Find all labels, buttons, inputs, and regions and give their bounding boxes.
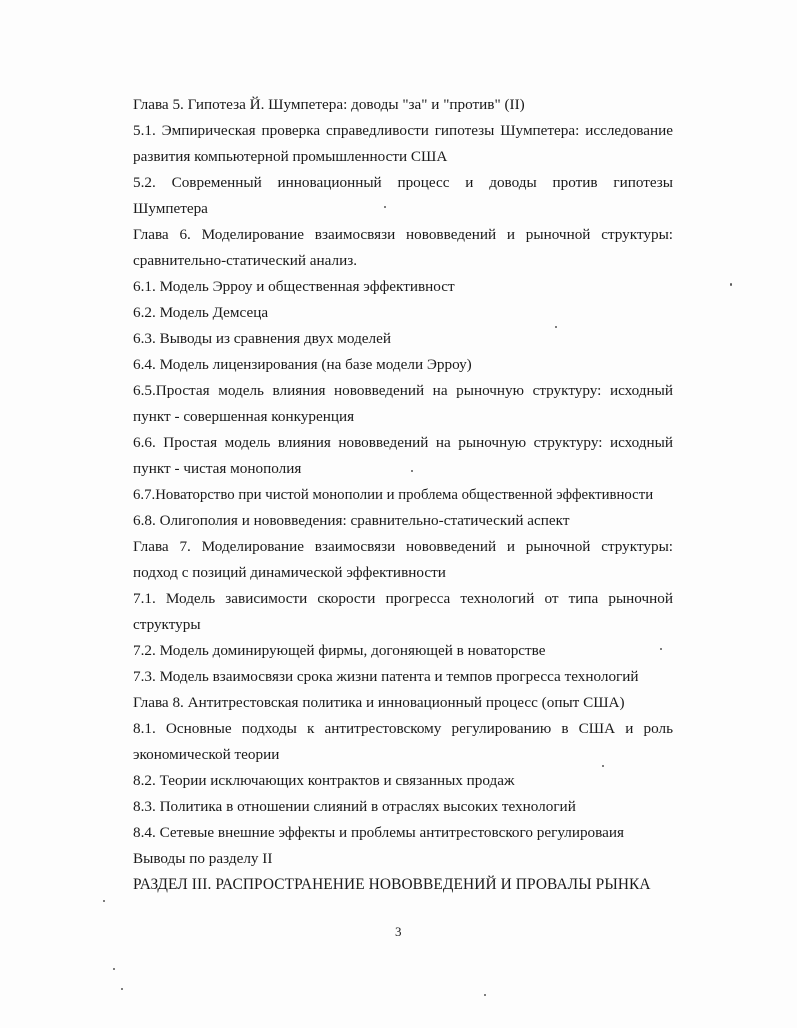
- toc-entry-6-4: 6.4. Модель лицензирования (на базе модели Эрроу): [133, 356, 472, 373]
- toc-entry-5-1: 5.1. Эмпирическая проверка справедливости гипотезы Шумпетера: исследование: [133, 122, 673, 139]
- scan-speck: [384, 206, 386, 208]
- toc-entry-5-1-continued: развития компьютерной промышленности США: [133, 148, 448, 165]
- toc-entry-8-4: 8.4. Сетевые внешние эффекты и проблемы антитрестовского регулироваия: [133, 824, 624, 841]
- scan-speck: [484, 994, 486, 996]
- toc-entry-7-2: 7.2. Модель доминирующей фирмы, догоняющей в новаторстве: [133, 642, 546, 659]
- section-3-heading: РАЗДЕЛ III. РАСПРОСТРАНЕНИЕ НОВОВВЕДЕНИЙ И ПРОВАЛЫ РЫНКА: [133, 876, 651, 893]
- toc-entry-7-1-continued: структуры: [133, 616, 201, 633]
- toc-entry-6-5-continued: пункт - совершенная конкуренция: [133, 408, 355, 425]
- scan-speck: [730, 283, 732, 286]
- toc-entry-5-2-continued: Шумпетера: [133, 200, 208, 217]
- chapter-7-heading: Глава 7. Моделирование взаимосвязи нововведений и рыночной структуры:: [133, 538, 673, 555]
- scan-speck: [660, 648, 662, 650]
- toc-entry-6-6-continued: пункт - чистая монополия: [133, 460, 302, 477]
- toc-entry-5-2: 5.2. Современный инновационный процесс и доводы против гипотезы: [133, 174, 673, 191]
- chapter-5-heading: Глава 5. Гипотеза Й. Шумпетера: доводы "за" и "против" (II): [133, 96, 525, 113]
- toc-entry-6-5: 6.5.Простая модель влияния нововведений на рыночную структуру: исходный: [133, 382, 673, 399]
- scan-speck: [602, 765, 604, 767]
- toc-entry-8-1-continued: экономической теории: [133, 746, 280, 763]
- toc-entry-8-2: 8.2. Теории исключающих контрактов и связанных продаж: [133, 772, 515, 789]
- page-number: 3: [395, 924, 402, 939]
- chapter-6-heading-continued: сравнительно-статический анализ.: [133, 252, 358, 269]
- toc-entry-6-3: 6.3. Выводы из сравнения двух моделей: [133, 330, 391, 347]
- toc-entry-6-7: 6.7.Новаторство при чистой монополии и проблема общественной эффективности: [133, 487, 654, 503]
- scan-speck: [113, 968, 115, 970]
- scan-speck: [555, 326, 557, 328]
- scan-speck: [411, 470, 413, 472]
- table-of-contents: [133, 92, 673, 898]
- section-2-conclusions: Выводы по разделу II: [133, 850, 273, 867]
- toc-entry-8-3: 8.3. Политика в отношении слияний в отраслях высоких технологий: [133, 798, 576, 815]
- toc-entry-7-1: 7.1. Модель зависимости скорости прогресса технологий от типа рыночной: [133, 590, 673, 607]
- toc-entry-6-8: 6.8. Олигополия и нововведения: сравнительно-статический аспект: [133, 512, 570, 529]
- toc-entry-8-1: 8.1. Основные подходы к антитрестовскому регулированию в США и роль: [133, 720, 673, 737]
- chapter-7-heading-continued: подход с позиций динамической эффективности: [133, 564, 446, 581]
- toc-entry-6-2: 6.2. Модель Демсеца: [133, 304, 269, 321]
- toc-entry-6-1: 6.1. Модель Эрроу и общественная эффективност: [133, 278, 455, 295]
- toc-entry-6-6: 6.6. Простая модель влияния нововведений на рыночную структуру: исходный: [133, 434, 673, 451]
- toc-entry-7-3: 7.3. Модель взаимосвязи срока жизни патента и темпов прогресса технологий: [133, 668, 639, 685]
- chapter-8-heading: Глава 8. Антитрестовская политика и инновационный процесс (опыт США): [133, 694, 625, 711]
- scan-speck: [103, 900, 105, 902]
- chapter-6-heading: Глава 6. Моделирование взаимосвязи нововведений и рыночной структуры:: [133, 226, 673, 243]
- scan-speck: [121, 988, 123, 990]
